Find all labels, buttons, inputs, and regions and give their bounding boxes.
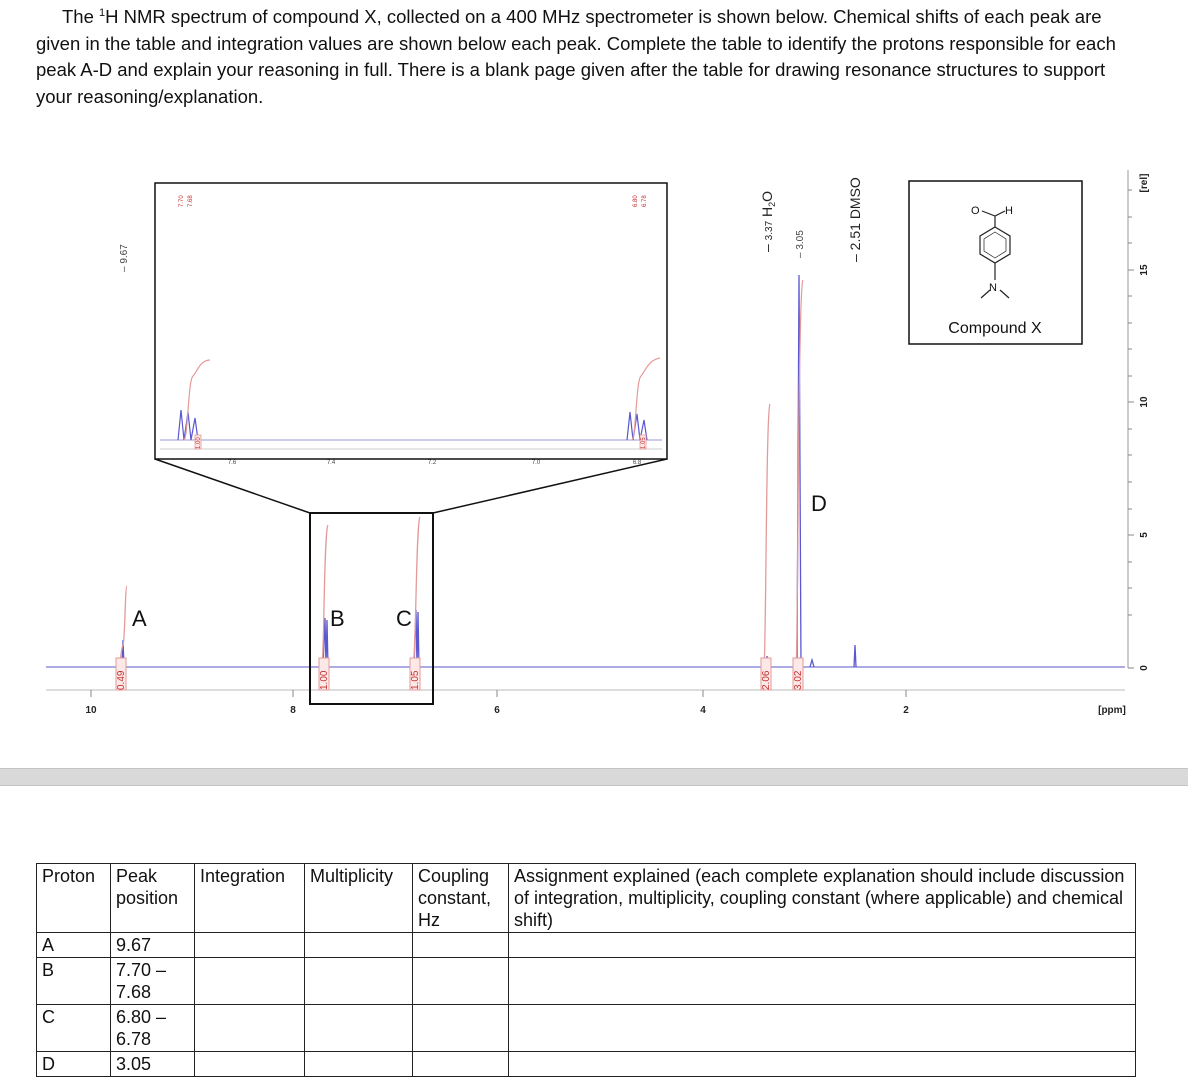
y-tick-15: 15	[1139, 264, 1150, 276]
inset-tick-72: 7.2	[427, 460, 437, 466]
row-d-integration-cell[interactable]	[195, 1052, 305, 1077]
x-axis-ticks	[91, 690, 906, 697]
compound-structure	[909, 181, 1082, 344]
row-d-peak: 3.05	[111, 1052, 195, 1077]
inset-tick-74: 7.4	[326, 460, 336, 466]
header-assignment: Assignment explained (each complete explanation should include discussion of integration, multiplicity, coupling constant (where applicable) and chemical shift)	[509, 864, 1136, 933]
y-tick-5: 5	[1139, 532, 1150, 538]
integral-label-c: 1.05	[410, 670, 421, 690]
inset-tick-76: 7.6	[227, 460, 237, 466]
answer-table	[36, 863, 1136, 1077]
peak-letter-d: D	[811, 491, 827, 516]
row-a-coupling-cell[interactable]	[413, 933, 509, 958]
table-row	[37, 1005, 1136, 1052]
header-multiplicity: Multiplicity	[305, 864, 413, 933]
inset-integral-c: 1.05	[641, 437, 647, 449]
inset-spectrum	[155, 183, 667, 466]
inset-integral-b: 1.00	[196, 437, 202, 449]
structure-caption: Compound X	[948, 320, 1042, 337]
row-c-integration-cell[interactable]	[195, 1005, 305, 1052]
row-c-assignment-cell[interactable]	[509, 1005, 1136, 1052]
x-tick-8: 8	[290, 705, 296, 716]
row-b-proton: B	[37, 958, 111, 1005]
row-d-multiplicity-cell[interactable]	[305, 1052, 413, 1077]
integral-curve-h2o	[764, 404, 770, 665]
atom-h: H	[1005, 205, 1013, 217]
row-b-multiplicity-cell[interactable]	[305, 958, 413, 1005]
row-b-integration-cell[interactable]	[195, 958, 305, 1005]
shift-label-dmso: – 2.51 DMSO	[847, 177, 863, 262]
atom-o: O	[971, 205, 980, 217]
inset-top-label-c2: 6.78	[642, 195, 648, 207]
y-axis-ticks	[1128, 190, 1134, 668]
x-unit-label: [ppm]	[1098, 705, 1126, 716]
table-row	[37, 933, 1136, 958]
shift-label-h2o: – 3.37 $H_2O$	[759, 190, 777, 252]
y-unit-label: [rel]	[1139, 173, 1150, 193]
row-c-coupling-cell[interactable]	[413, 1005, 509, 1052]
question-superscript: 1	[99, 7, 106, 19]
table-row	[37, 1052, 1136, 1077]
table-header-row	[37, 864, 1136, 933]
row-b-assignment-cell[interactable]	[509, 958, 1136, 1005]
row-c-multiplicity-cell[interactable]	[305, 1005, 413, 1052]
row-a-integration-cell[interactable]	[195, 933, 305, 958]
peak-letter-a: A	[132, 606, 147, 631]
integral-label-a: 0.49	[116, 670, 127, 690]
row-c-proton: C	[37, 1005, 111, 1052]
row-a-peak: 9.67	[111, 933, 195, 958]
inset-top-label-c1: 6.80	[633, 195, 639, 207]
row-d-coupling-cell[interactable]	[413, 1052, 509, 1077]
question-text	[36, 0, 1146, 110]
header-coupling-constant: Coupling constant, Hz	[413, 864, 509, 933]
integral-boxes	[116, 658, 803, 690]
x-tick-2: 2	[903, 705, 909, 716]
x-tick-6: 6	[494, 705, 500, 716]
peak-small-1	[810, 660, 814, 667]
peak-letter-c: C	[396, 606, 412, 631]
peak-dmso	[854, 645, 856, 667]
zoom-connector-left	[155, 459, 310, 513]
row-d-assignment-cell[interactable]	[509, 1052, 1136, 1077]
integral-label-h2o: 2.06	[761, 670, 772, 690]
row-c-peak: 6.80 – 6.78	[111, 1005, 195, 1052]
row-d-proton: D	[37, 1052, 111, 1077]
question-body: H NMR spectrum of compound X, collected on a 400 MHz spectrometer is shown below. Chemical shifts of each peak are given in the table and integration values are shown below each peak. Complete the table to identify the protons responsible for each peak A-D and explain your reasoning in full. There is a blank page given after the table for drawing resonance structures to support your reasoning/explanation.	[36, 6, 1116, 107]
page-divider	[0, 768, 1188, 786]
inset-frame	[155, 183, 667, 459]
x-tick-10: 10	[85, 705, 97, 716]
zoom-connector-right	[433, 459, 667, 513]
shift-label-a: – 9.67	[119, 244, 130, 272]
nmr-spectrum	[0, 120, 1188, 720]
shift-label-d: – 3.05	[795, 230, 806, 258]
y-tick-10: 10	[1139, 396, 1150, 408]
peak-letter-b: B	[330, 606, 345, 631]
inset-tick-68: 6.8	[632, 460, 642, 466]
inset-top-label-b2: 7.68	[188, 195, 194, 207]
question-lead: The	[62, 6, 100, 28]
y-tick-0: 0	[1139, 665, 1150, 671]
x-tick-4: 4	[700, 705, 706, 716]
row-b-coupling-cell[interactable]	[413, 958, 509, 1005]
inset-tick-70: 7.0	[531, 460, 541, 466]
atom-n: N	[989, 282, 997, 294]
row-a-multiplicity-cell[interactable]	[305, 933, 413, 958]
table-row	[37, 958, 1136, 1005]
integral-label-b: 1.00	[319, 670, 330, 690]
row-a-assignment-cell[interactable]	[509, 933, 1136, 958]
inset-top-label-b1: 7.70	[179, 195, 185, 207]
integral-label-d: 3.02	[793, 670, 804, 690]
row-a-proton: A	[37, 933, 111, 958]
header-integration: Integration	[195, 864, 305, 933]
header-proton: Proton	[37, 864, 111, 933]
header-peak-position: Peak position	[111, 864, 195, 933]
row-b-peak: 7.70 – 7.68	[111, 958, 195, 1005]
